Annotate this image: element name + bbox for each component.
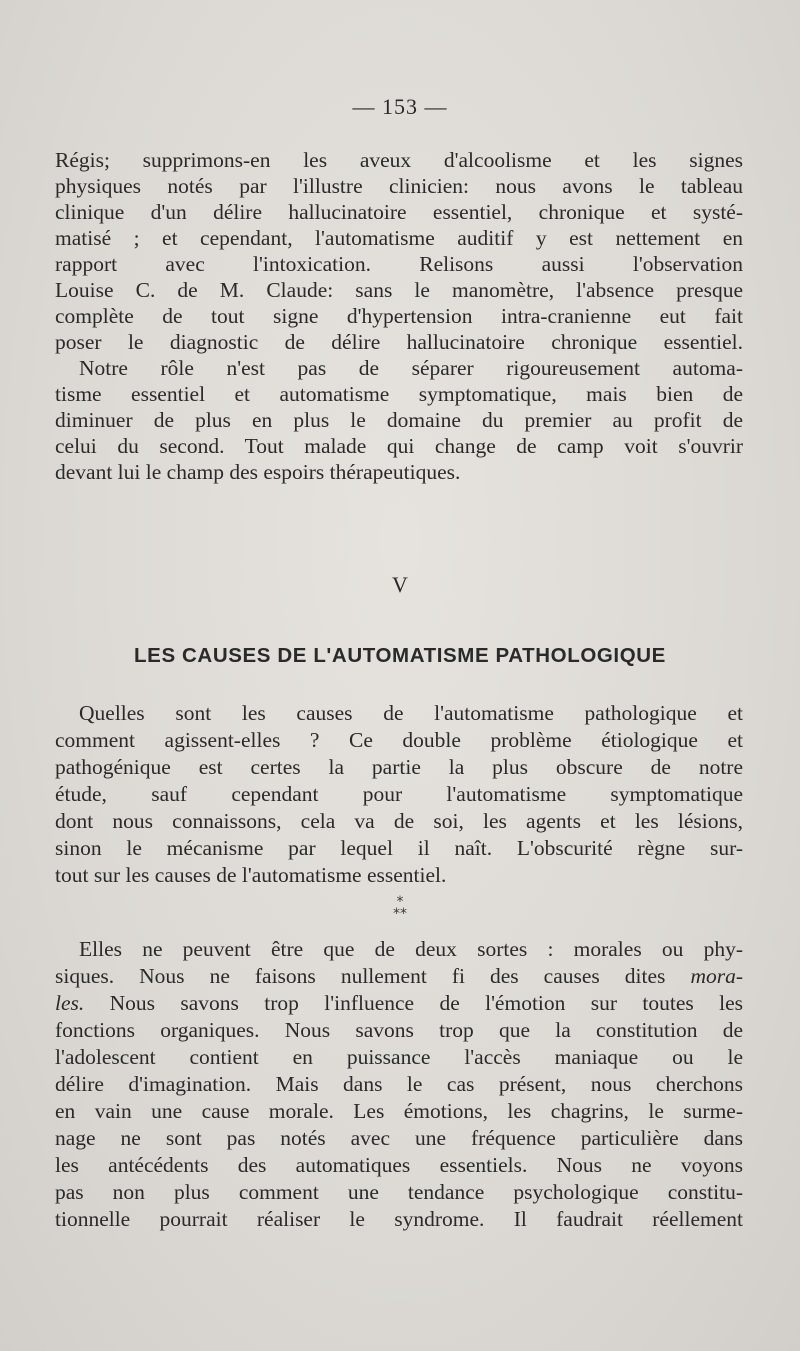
asterism-bottom: **: [393, 906, 407, 922]
paragraph-line: [55, 990, 743, 1016]
paragraph-line: Louise C. de M. Claude: sans le manomètre, l'absence presque: [55, 278, 743, 302]
paragraph-line: pas non plus comment une tendance psychologique constitu-: [55, 1180, 743, 1204]
italic-text: les.: [55, 991, 85, 1015]
page-number: — 153 —: [352, 94, 448, 119]
paragraph-line: nage ne sont pas notés avec une fréquence particulière dans: [55, 1126, 743, 1150]
asterism-top: *: [396, 894, 404, 910]
section-title: LES CAUSES DE L'AUTOMATISME PATHOLOGIQUE: [134, 644, 666, 667]
paragraph-line: pathogénique est certes la partie la plus obscure de notre: [55, 755, 743, 779]
paragraph-line: complète de tout signe d'hypertension intra-cranienne eut fait: [55, 304, 743, 328]
paragraph-line: clinique d'un délire hallucinatoire essentiel, chronique et systé-: [55, 200, 743, 224]
paragraph-line: sinon le mécanisme par lequel il naît. L'obscurité règne sur-: [55, 836, 743, 860]
paragraph-line: l'adolescent contient en puissance l'accès maniaque ou le: [55, 1045, 743, 1069]
section-number: V: [392, 572, 408, 597]
paragraph-line: Notre rôle n'est pas de séparer rigoureusement automa-: [79, 356, 743, 380]
asterism-divider: [0, 896, 800, 920]
paragraph-line: en vain une cause morale. Les émotions, les chagrins, le surme-: [55, 1099, 743, 1123]
paragraph-line: délire d'imagination. Mais dans le cas présent, nous cherchons: [55, 1072, 743, 1096]
paragraph-line: comment agissent-elles ? Ce double problème étiologique et: [55, 728, 743, 752]
paragraph-line: tisme essentiel et automatisme symptomatique, mais bien de: [55, 382, 743, 406]
paragraph-line: physiques notés par l'illustre clinicien: nous avons le tableau: [55, 174, 743, 198]
line-text: Nous savons trop l'influence de l'émotion sur toutes les: [84, 991, 743, 1015]
paragraph-line: matisé ; et cependant, l'automatisme auditif y est nettement en: [55, 226, 743, 250]
paragraph-line: dont nous connaissons, cela va de soi, les agents et les lésions,: [55, 809, 743, 833]
paragraph-line: celui du second. Tout malade qui change de camp voit s'ouvrir: [55, 434, 743, 458]
paragraph-line: tionnelle pourrait réaliser le syndrome. Il faudrait réellement: [55, 1207, 743, 1231]
paragraph-line: les antécédents des automatiques essentiels. Nous ne voyons: [55, 1153, 743, 1177]
paragraph-line: tout sur les causes de l'automatisme essentiel.: [55, 863, 447, 887]
paragraph-line: [55, 963, 743, 989]
line-text: siques. Nous ne faisons nullement fi des causes dites: [55, 964, 691, 988]
paragraph-line: Elles ne peuvent être que de deux sortes : morales ou phy-: [79, 937, 743, 961]
paragraph-line: poser le diagnostic de délire hallucinatoire chronique essentiel.: [55, 330, 743, 354]
paragraph-line: fonctions organiques. Nous savons trop que la constitution de: [55, 1018, 743, 1042]
paragraph-line: diminuer de plus en plus le domaine du premier au profit de: [55, 408, 743, 432]
paragraph-line: rapport avec l'intoxication. Relisons aussi l'observation: [55, 252, 743, 276]
paragraph-line: Quelles sont les causes de l'automatisme pathologique et: [79, 701, 743, 725]
paragraph-line: étude, sauf cependant pour l'automatisme symptomatique: [55, 782, 743, 806]
paragraph-line: devant lui le champ des espoirs thérapeutiques.: [55, 460, 461, 484]
paragraph-line: Régis; supprimons-en les aveux d'alcoolisme et les signes: [55, 148, 743, 172]
italic-text: mora-: [690, 964, 743, 988]
